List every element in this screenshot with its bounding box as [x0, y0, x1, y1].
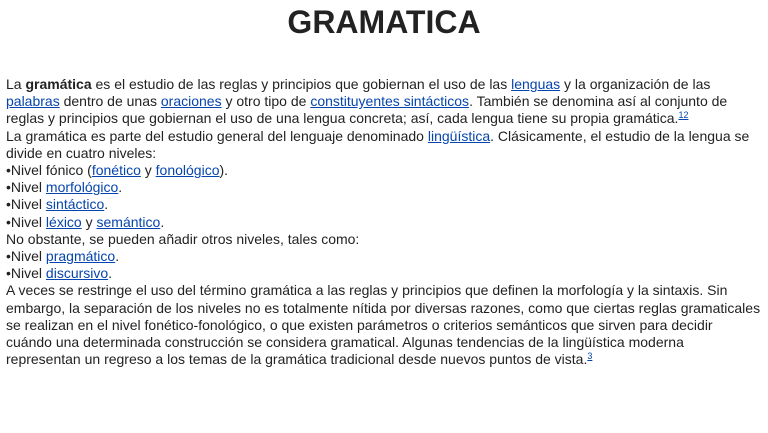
level-item-discursivo — [6, 265, 762, 282]
text: •Nivel fónico ( — [6, 162, 92, 179]
article-body — [6, 76, 762, 368]
text: y — [140, 162, 156, 179]
text: y la organización de las — [560, 76, 711, 92]
text: . — [160, 213, 165, 230]
link-pragmatico[interactable]: pragmático — [45, 248, 116, 265]
page-title: GRAMATICA — [287, 4, 481, 40]
text: •Nivel — [6, 213, 46, 230]
text: es el estudio de las reglas y principios que gobiernan el uso de las — [91, 76, 512, 92]
text: . — [108, 265, 113, 282]
footnote-link-3[interactable]: 3 — [587, 351, 593, 362]
text: La — [6, 76, 26, 92]
link-palabras[interactable]: palabras — [6, 93, 60, 110]
text: •Nivel — [6, 196, 46, 213]
link-linguistica[interactable]: lingüística — [427, 127, 491, 144]
link-morfologico[interactable]: morfológico — [45, 179, 119, 196]
link-fonetico[interactable]: fonético — [91, 162, 141, 179]
link-lexico[interactable]: léxico — [45, 213, 82, 230]
text: A veces se restringe el uso del término gramática a las reglas y principios que definen la morfología y la sintaxis. Sin embargo, la separación de los niveles no es totalmente nítida por diversas razones, como que ciertas reglas gramaticales se realizan en el nivel fonético-fonológico, o que existen parámetros o criterios semánticos que sirven para decidir cuándo una determinada construcción se considera gramatical. Algunas tendencias de la lingüística moderna representan un regreso a los temas de la gramática tradicional desde nuevos puntos de vista. — [6, 282, 761, 368]
text: y — [81, 213, 97, 230]
term-bold: gramática — [25, 76, 92, 92]
text: y otro tipo de — [221, 93, 311, 110]
footnote-ref — [678, 110, 688, 120]
text: •Nivel — [6, 179, 46, 196]
link-fonologico[interactable]: fonológico — [155, 162, 220, 179]
level-item-morfologico — [6, 179, 762, 196]
level-item-fonico — [6, 162, 762, 179]
text: •Nivel — [6, 265, 46, 282]
level-item-pragmatico — [6, 248, 762, 265]
text: dentro de unas — [59, 93, 161, 110]
link-oraciones[interactable]: oraciones — [160, 93, 222, 110]
text: . Clásicamente, el estudio de la lengua se divide en cuatro niveles: — [6, 127, 750, 161]
footnote-ref — [587, 351, 592, 361]
link-lenguas[interactable]: lenguas — [511, 76, 561, 92]
text: ). — [219, 162, 229, 179]
footnote-link-12[interactable]: 12 — [678, 110, 689, 121]
link-sintactico[interactable]: sintáctico — [45, 196, 105, 213]
text: •Nivel — [6, 248, 46, 265]
level-item-lexico — [6, 214, 762, 231]
levels-intro-paragraph — [6, 128, 762, 162]
link-semantico[interactable]: semántico — [96, 213, 161, 230]
closing-paragraph — [6, 282, 762, 368]
link-constituyentes[interactable]: constituyentes sintácticos — [310, 93, 470, 110]
text: . — [104, 196, 109, 213]
text: . — [118, 179, 123, 196]
intro-paragraph — [6, 76, 762, 128]
text: . — [115, 248, 120, 265]
level-item-sintactico — [6, 196, 762, 213]
text: . También se denomina así al conjunto de reglas y principios que gobiernan el uso de una lengua concreta; así, cada lengua tiene su propia gramática. — [6, 93, 728, 127]
text: La gramática es parte del estudio general del lenguaje denominado — [6, 127, 428, 144]
other-levels-paragraph: No obstante, se pueden añadir otros niveles, tales como: — [6, 230, 360, 247]
link-discursivo[interactable]: discursivo — [45, 265, 109, 282]
